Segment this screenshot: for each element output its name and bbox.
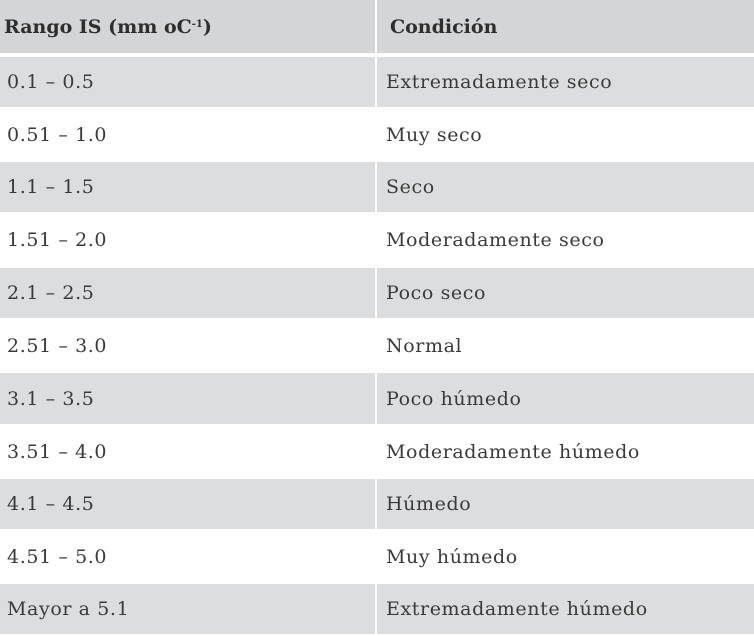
range-cell: 1.1 – 1.5 xyxy=(7,176,95,198)
condition-cell: Húmedo xyxy=(386,493,472,515)
range-cell: 4.51 – 5.0 xyxy=(7,546,108,568)
condition-cell: Moderadamente húmedo xyxy=(386,441,640,463)
condition-cell: Normal xyxy=(386,335,463,357)
range-cell: 3.1 – 3.5 xyxy=(7,387,95,410)
range-cell: 4.1 – 4.5 xyxy=(7,493,95,515)
header-range-close: ) xyxy=(202,15,212,38)
table-row xyxy=(0,109,754,161)
range-cell: 2.51 – 3.0 xyxy=(7,335,108,357)
header-condition: Condición xyxy=(390,15,498,38)
table-row xyxy=(0,531,754,583)
table-row xyxy=(0,320,754,372)
range-cell: Mayor a 5.1 xyxy=(7,598,130,620)
table-row xyxy=(0,584,754,634)
header-range xyxy=(4,0,212,53)
table-row xyxy=(0,57,754,107)
table-row xyxy=(0,373,754,424)
table-row xyxy=(0,479,754,529)
header-range-superscript: -1 xyxy=(191,19,203,30)
table-header xyxy=(0,0,754,53)
condition-cell: Poco seco xyxy=(386,282,487,304)
range-cell: 3.51 – 4.0 xyxy=(7,441,108,463)
table-row xyxy=(0,426,754,478)
table-row xyxy=(0,162,754,212)
condition-cell: Muy seco xyxy=(386,124,483,146)
condition-cell: Extremadamente seco xyxy=(386,71,613,93)
condition-cell: Seco xyxy=(386,176,435,198)
table-row xyxy=(0,214,754,266)
condition-cell: Extremadamente húmedo xyxy=(386,598,648,620)
condition-cell: Moderadamente seco xyxy=(386,229,605,251)
condition-cell: Poco húmedo xyxy=(386,387,522,410)
range-cell: 0.1 – 0.5 xyxy=(7,71,95,93)
range-cell: 0.51 – 1.0 xyxy=(7,124,108,146)
header-range-label: Rango IS (mm oC xyxy=(4,15,192,38)
range-cell: 2.1 – 2.5 xyxy=(7,282,95,304)
range-cell: 1.51 – 2.0 xyxy=(7,229,108,251)
table-row xyxy=(0,268,754,318)
condition-cell: Muy húmedo xyxy=(386,546,518,568)
column-divider xyxy=(375,0,377,636)
